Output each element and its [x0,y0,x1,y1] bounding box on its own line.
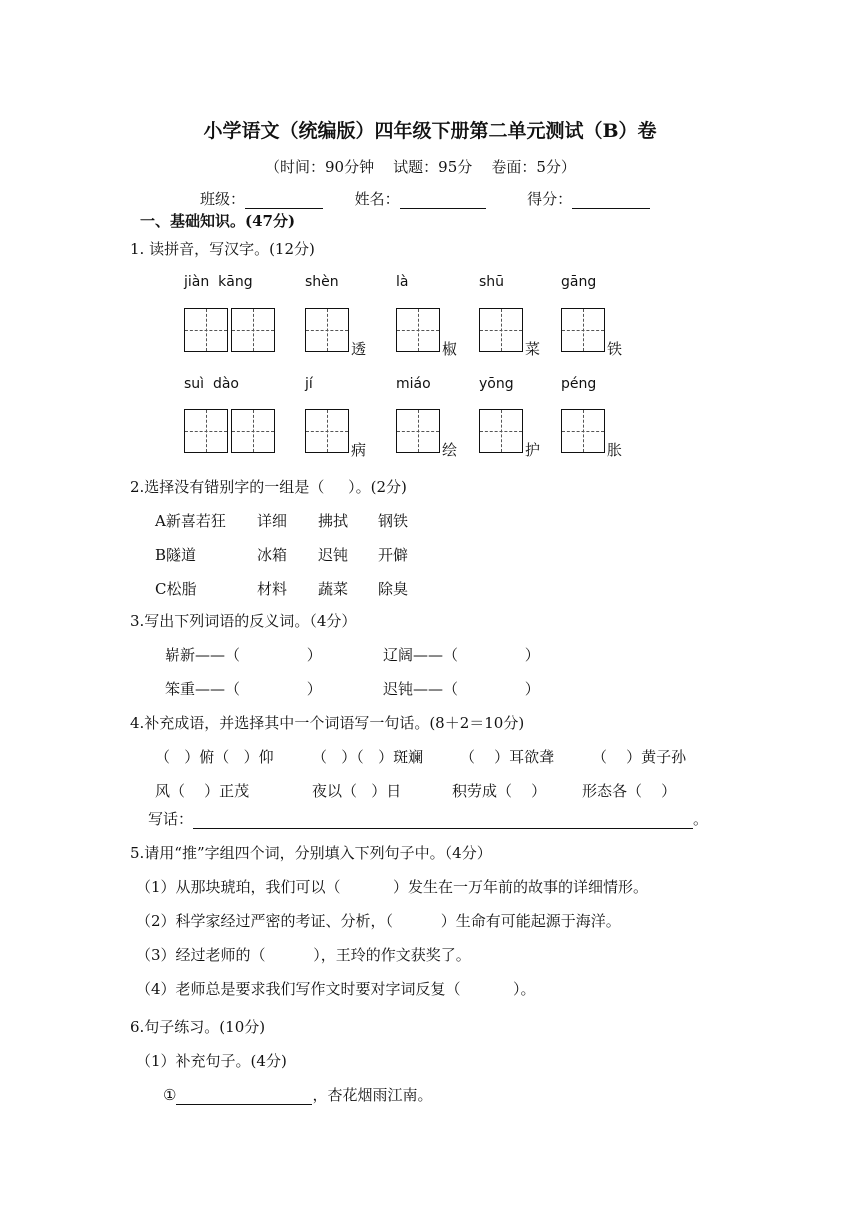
character-suffix: 透 [351,340,367,358]
antonym-item[interactable]: 迟钝——（ ） [383,680,540,698]
character-suffix: 胀 [607,441,623,459]
sentence-completion-row [163,1084,432,1105]
idiom-blank[interactable]: 夜以（ ）日 [312,782,402,800]
name-field[interactable] [400,192,486,209]
character-suffix: 铁 [607,340,623,358]
option-word: 拂拭 [318,512,349,530]
question-4-prompt: 4.补充成语，并选择其中一个词语写一句话。(8＋2＝10分) [130,714,525,732]
option-label[interactable]: C松脂 [155,580,197,598]
idiom-blank[interactable]: （ ）（ ）斑斓 [312,748,424,766]
option-word: 冰箱 [257,546,288,564]
character-box[interactable] [561,409,605,453]
idiom-blank[interactable]: 形态各（ ） [582,782,677,800]
page-title: 小学语文（统编版）四年级下册第二单元测试（B）卷 [203,120,657,142]
pinyin-label: shū [479,274,505,290]
sentence-tail: ，杏花烟雨江南。 [312,1086,433,1104]
pinyin-label: jiàn kāng [184,274,253,290]
character-suffix: 病 [351,441,367,459]
character-box[interactable] [479,308,523,352]
idiom-blank[interactable]: （ ）耳欲聋 [460,748,555,766]
section-heading: 一、基础知识。(47分) [140,212,296,230]
option-word: 蔬菜 [318,580,349,598]
write-sentence-field[interactable] [193,812,693,829]
character-box[interactable] [231,409,275,453]
pinyin-label: là [396,274,409,290]
question-3-prompt: 3.写出下列词语的反义词。（4分） [130,612,357,630]
question-6-sub1: （1）补充句子。(4分) [136,1052,287,1070]
character-box[interactable] [561,308,605,352]
pinyin-label: yōng [479,376,514,392]
question-6-prompt: 6.句子练习。(10分) [130,1018,266,1036]
option-label[interactable]: B隧道 [155,546,197,564]
sentence-blank[interactable] [176,1088,312,1105]
option-word: 开僻 [378,546,409,564]
question-2-prompt: 2.选择没有错别字的一组是（ ）。(2分) [130,478,407,496]
idiom-blank[interactable]: （ ）黄子孙 [592,748,687,766]
pinyin-label: miáo [396,376,431,392]
write-end: 。 [693,810,709,828]
question-1-prompt: 1. 读拼音，写汉字。(12分) [130,240,315,258]
student-info-row [200,188,650,209]
character-box[interactable] [184,308,228,352]
class-field[interactable] [245,192,323,209]
character-suffix: 菜 [525,340,541,358]
fill-sentence[interactable]: （2）科学家经过严密的考证、分析，（ ）生命有可能起源于海洋。 [136,912,621,930]
question-5-prompt: 5.请用“推”字组四个词，分别填入下列句子中。（4分） [130,844,492,862]
class-label: 班级： [200,190,246,208]
write-sentence-row [148,808,708,829]
item-number: ① [163,1086,177,1104]
character-box[interactable] [479,409,523,453]
option-word: 详细 [257,512,288,530]
fill-sentence[interactable]: （4）老师总是要求我们写作文时要对字词反复（ ）。 [136,980,536,998]
antonym-item[interactable]: 崭新——（ ） [165,646,322,664]
antonym-item[interactable]: 辽阔——（ ） [383,646,540,664]
fill-sentence[interactable]: （3）经过老师的（ ），王玲的作文获奖了。 [136,946,471,964]
idiom-blank[interactable]: 风（ ）正茂 [155,782,250,800]
idiom-blank[interactable]: （ ）俯（ ）仰 [155,748,274,766]
character-box[interactable] [305,308,349,352]
character-box[interactable] [184,409,228,453]
character-box[interactable] [396,409,440,453]
option-word: 除臭 [378,580,409,598]
option-word: 钢铁 [378,512,409,530]
character-box[interactable] [396,308,440,352]
name-label: 姓名： [354,190,400,208]
pinyin-label: shèn [305,274,339,290]
antonym-item[interactable]: 笨重——（ ） [165,680,322,698]
pinyin-label: suì dào [184,376,239,392]
option-label[interactable]: A新喜若狂 [155,512,226,530]
option-word: 材料 [257,580,288,598]
score-field[interactable] [572,192,650,209]
pinyin-label: gāng [561,274,597,290]
pinyin-label: jí [305,376,313,392]
character-suffix: 椒 [442,340,458,358]
option-word: 迟钝 [318,546,349,564]
character-box[interactable] [305,409,349,453]
idiom-blank[interactable]: 积劳成（ ） [452,782,547,800]
character-suffix: 绘 [442,441,458,459]
score-label: 得分： [527,190,573,208]
fill-sentence[interactable]: （1）从那块琥珀，我们可以（ ）发生在一万年前的故事的详细情形。 [136,878,648,896]
character-box[interactable] [231,308,275,352]
pinyin-label: péng [561,376,597,392]
write-label: 写话： [148,810,194,828]
character-suffix: 护 [525,441,541,459]
exam-info: （时间：90分钟 试题：95分 卷面：5分） [265,158,576,176]
